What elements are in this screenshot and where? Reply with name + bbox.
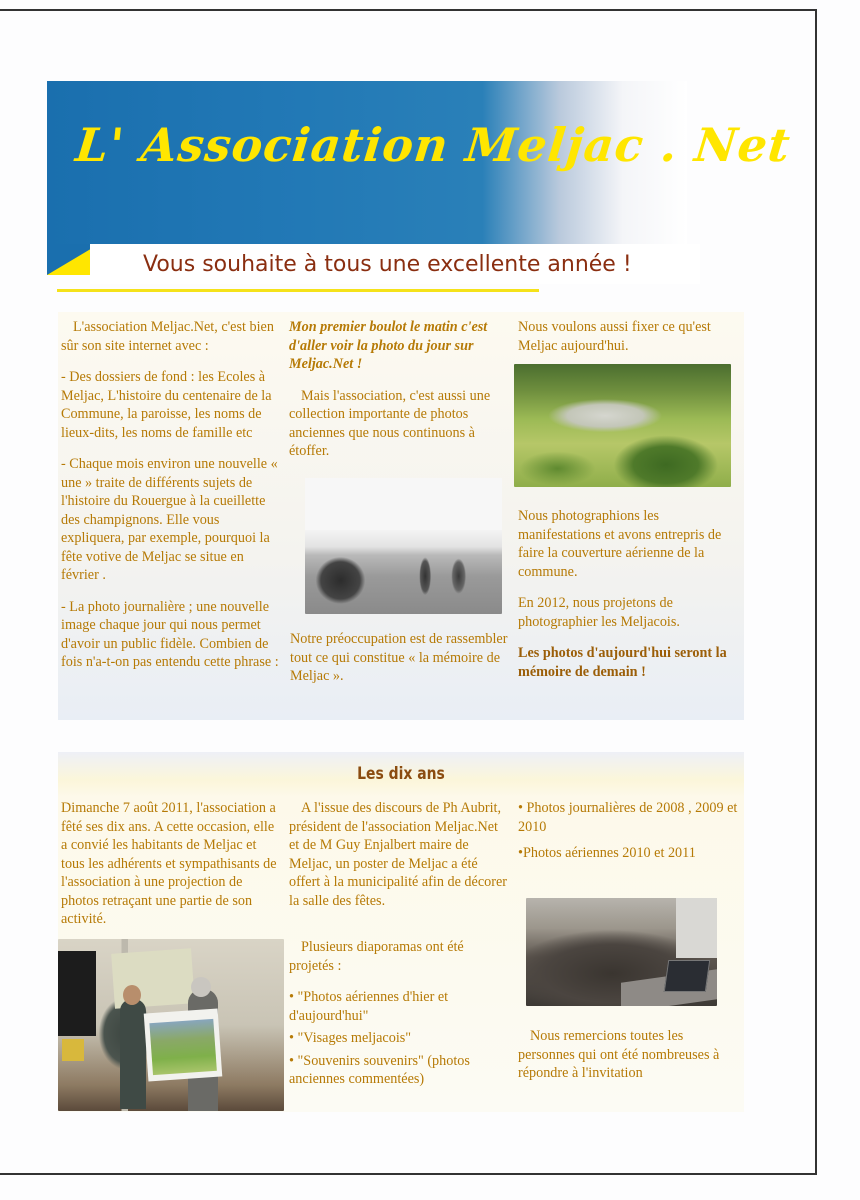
quote: Mon premier boulot le matin c'est d'aller voir la photo du jour sur Meljac.Net ! (289, 319, 488, 372)
aerial-village-photo (514, 364, 731, 487)
list-item: • "Souvenirs souvenirs" (photos anciennes commentées) (289, 1052, 470, 1087)
old-plowing-photo (305, 530, 502, 614)
photo-detail (120, 999, 146, 1109)
yellow-divider (57, 289, 539, 292)
old-photo-margin (305, 478, 502, 530)
intro-paragraph: En 2012, nous projetons de photographier les Meljacois. (518, 595, 680, 630)
thanks-text: Nous remercions toutes les personnes qui ont été nombreuses à répondre à l'invitation (518, 1028, 720, 1081)
photo-detail (62, 1039, 84, 1061)
intro-paragraph: Mais l'association, c'est aussi une collection importante de photos anciennes que nous continuons à étoffer. (289, 387, 491, 459)
intro-paragraph: L'association Meljac.Net, c'est bien sûr son site internet avec : (61, 319, 274, 354)
closing-statement: Les photos d'aujourd'hui seront la mémoire de demain ! (518, 645, 727, 680)
photo-detail (191, 977, 211, 997)
intro-column-3-text (518, 507, 736, 694)
intro-paragraph: - Chaque mois environ une nouvelle « une » traite de différents sujets de l'histoire du Rouergue à la cueillette des champignons. Elle vous expliquera, par exemple, pourquoi la fête votive de Meljac se situe en février . (61, 456, 278, 583)
banner-title: L' Association Meljac . Net (73, 118, 794, 172)
list-item: •Photos aériennes 2010 et 2011 (518, 845, 696, 861)
list-item: • "Visages meljacois" (289, 1030, 412, 1046)
photo-detail (144, 1009, 223, 1082)
anniversary-column-1: Dimanche 7 août 2011, l'association a fêté ses dix ans. A cette occasion, elle a convié les habitants de Meljac et tous les adhérents et sympathisants de l'association à une projection de photos retraçant une partie de son activité. (61, 800, 277, 927)
anniversary-column-3 (518, 799, 743, 876)
photo-detail (58, 951, 96, 1036)
poster-presentation-photo (58, 939, 284, 1111)
intro-paragraph: - La photo journalière ; une nouvelle image chaque jour qui nous permet d'avoir un public fidèle. Combien de fois n'a-t-on pas entendu cette phrase : (61, 598, 279, 670)
section-title: Les dix ans (357, 764, 445, 784)
intro-column-1 (61, 318, 283, 685)
photo-detail (676, 898, 717, 958)
intro-paragraph: Nous photographions les manifestations et avons entrepris de faire la couverture aérienne de la commune. (518, 508, 722, 580)
subtitle: Vous souhaite à tous une excellente année ! (143, 252, 632, 277)
intro-column-2 (289, 318, 511, 474)
list-item: • Photos journalières de 2008 , 2009 et 2010 (518, 800, 738, 835)
intro-paragraph: - Des dossiers de fond : les Ecoles à Meljac, L'histoire du centenaire de la Commune, la paroisse, les noms de lieux-dits, les noms de famille etc (61, 369, 272, 441)
list-intro: Plusieurs diaporamas ont été projetés : (289, 939, 464, 974)
audience-photo (526, 898, 717, 1006)
photo-caption: Notre préoccupation est de rassembler tout ce qui constitue « la mémoire de Meljac ». (290, 631, 508, 684)
photo-detail (123, 985, 141, 1005)
intro-column-3: Nous voulons aussi fixer ce qu'est Meljac aujourd'hui. (518, 319, 711, 354)
anniversary-column-2 (289, 799, 511, 1102)
photo-detail (664, 960, 710, 992)
list-item: • "Photos aériennes d'hier et d'aujourd'hui" (289, 989, 449, 1024)
anniversary-paragraph: A l'issue des discours de Ph Aubrit, président de l'association Meljac.Net et de M Guy Enjalbert maire de Meljac, un poster de Meljac a été offert à la municipalité afin de décorer la salle des fêtes. (289, 800, 507, 909)
